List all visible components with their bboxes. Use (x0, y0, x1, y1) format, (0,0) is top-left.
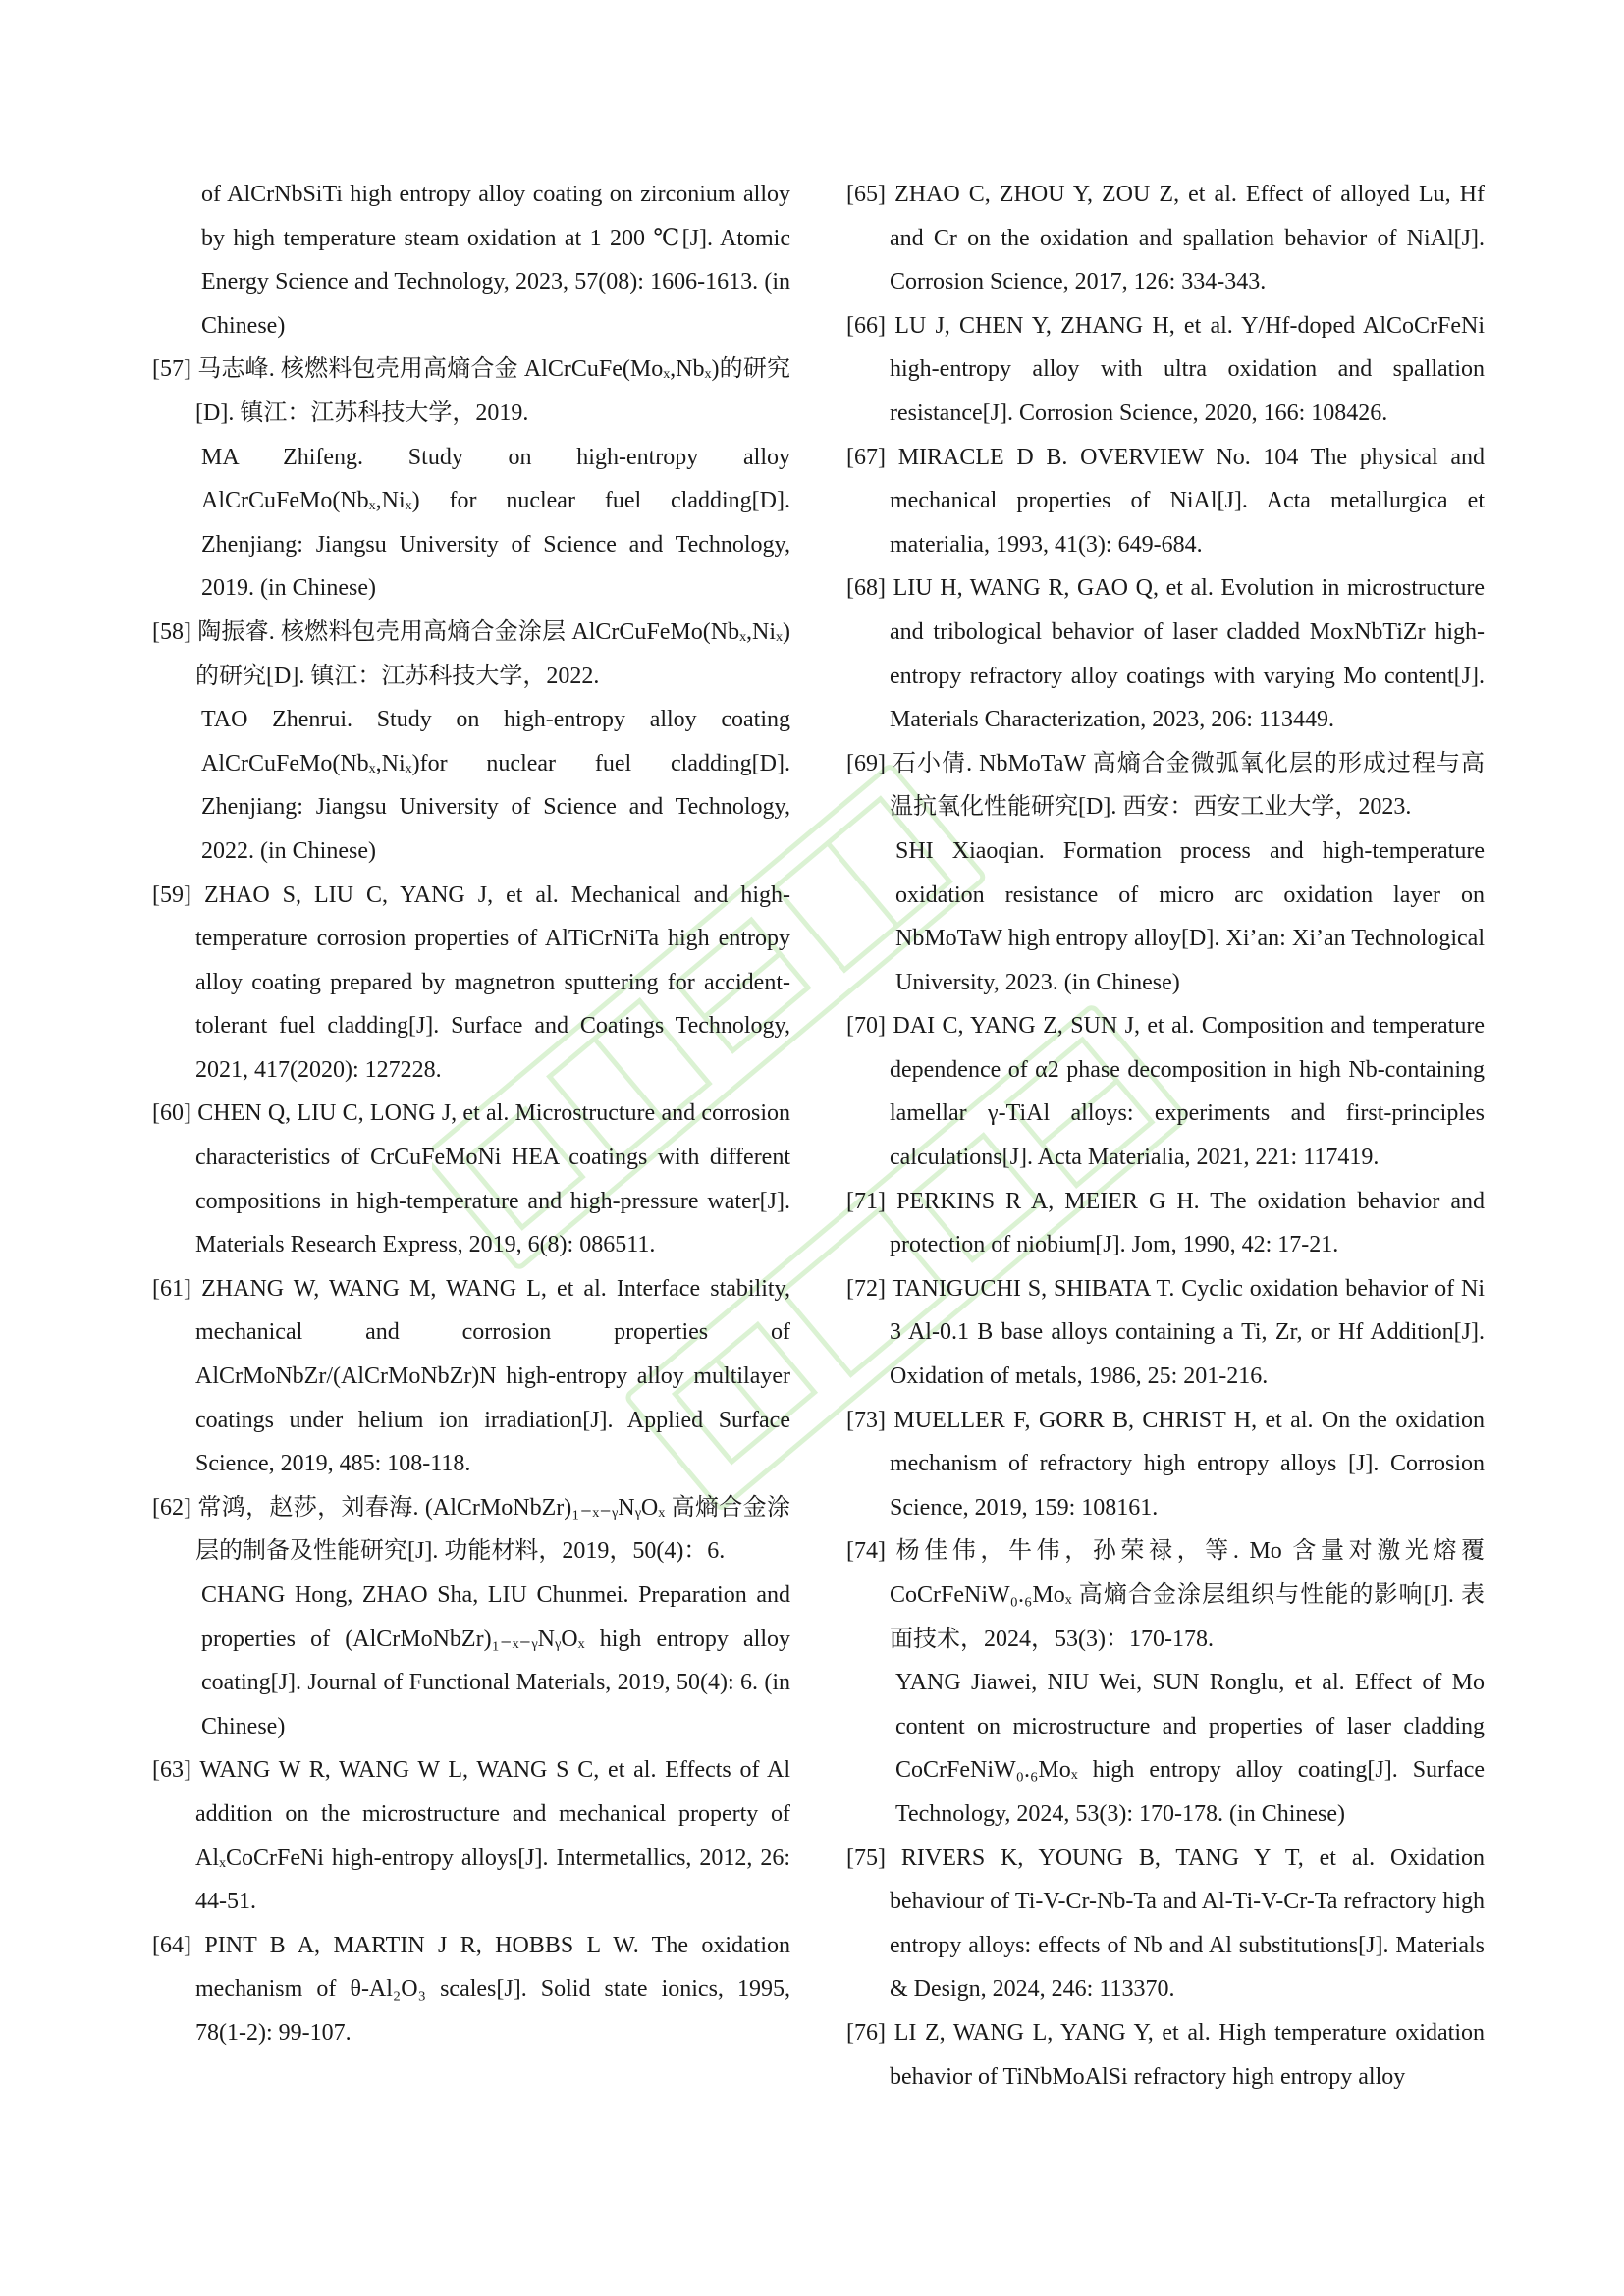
reference-text: TANIGUCHI S, SHIBATA T. Cyclic oxidation behavior of Ni 3 Al-0.1 B base alloys containing a Ti, Zr, or Hf Addition[J]. Oxidation of metals, 1986, 25: 201-216. (890, 1275, 1485, 1390)
reference-61 (152, 1267, 790, 1486)
reference-number: [66] (846, 312, 886, 339)
reference-text: 石小倩. NbMoTaW 高熵合金微弧氧化层的形成过程与高温抗氧化性能研究[D]. 西安：西安工业大学，2023. (890, 750, 1486, 821)
reference-translation: SHI Xiaoqian. Formation process and high-temperature oxidation resistance of micro arc oxidation layer on NbMoTaW high entropy alloy[D]. Xi’an: Xi’an Technological University, 2023. (in Chinese) (895, 837, 1485, 995)
reference-69 (846, 742, 1485, 1005)
reference-text: RIVERS K, YOUNG B, TANG Y T, et al. Oxidation behaviour of Ti-V-Cr-Nb-Ta and Al-Ti-V-Cr-Ta refractory high entropy alloys: effects of Nb and Al substitutions[J]. Materials & Design, 2024, 246: 113370. (890, 1844, 1486, 2002)
reference-text: PERKINS R A, MEIER G H. The oxidation behavior and protection of niobium[J]. Jom, 1990, 42: 17-21. (890, 1188, 1486, 1258)
reference-number: [63] (152, 1757, 191, 1784)
reference-translation: TAO Zhenrui. Study on high-entropy alloy coating AlCrCuFeMo(Nbₓ,Niₓ)for nuclear fuel cladding[D]. Zhenjiang: Jiangsu University of Science and Technology, 2022. (in Chinese) (201, 707, 790, 864)
reference-number: [68] (846, 575, 886, 602)
reference-number: [64] (152, 1932, 191, 1958)
reference-number: [69] (846, 750, 886, 776)
reference-75 (846, 1837, 1485, 2011)
right-column (846, 173, 1485, 2099)
reference-text: MIRACLE D B. OVERVIEW No. 104 The physical and mechanical properties of NiAl[J]. Acta metallurgica et materialia, 1993, 41(3): 649-684. (890, 444, 1486, 558)
reference-57 (152, 347, 790, 611)
reference-text: WANG W R, WANG W L, WANG S C, et al. Effects of Al addition on the microstructure and mechanical property of AlₓCoCrFeNi high-entropy alloys[J]. Intermetallics, 2012, 26: 44-51. (195, 1757, 790, 1915)
reference-71 (846, 1180, 1485, 1267)
reference-76 (846, 2011, 1485, 2099)
reference-number: [65] (846, 182, 886, 207)
reference-63 (152, 1748, 790, 1923)
reference-number: [62] (152, 1494, 191, 1521)
reference-number: [76] (846, 2019, 886, 2046)
reference-59 (152, 874, 790, 1093)
reference-number: [67] (846, 444, 886, 470)
reference-number: [71] (846, 1188, 886, 1214)
reference-number: [57] (152, 356, 191, 383)
reference-text: ZHAO S, LIU C, YANG J, et al. Mechanical and high-temperature corrosion properties of AlTiCrNiTa high entropy alloy coating prepared by magnetron sputtering for accident-tolerant fuel cladding[J]. Surface and Coatings Technology, 2021, 417(2020): 127228. (195, 881, 790, 1083)
reference-text: LIU H, WANG R, GAO Q, et al. Evolution in microstructure and tribological behavior of laser cladded MoxNbTiZr high-entropy refractory alloy coatings with varying Mo content[J]. Materials Characterization, 2023, 206: 113449. (890, 575, 1485, 733)
reference-text: DAI C, YANG Z, SUN J, et al. Composition and temperature dependence of α2 phase decomposition in high Nb-containing lamellar γ-TiAl alloys: experiments and first-principles calculations[J]. Acta Materialia, 2021, 221: 117419. (890, 1013, 1485, 1171)
reference-number: [73] (846, 1407, 886, 1433)
reference-58 (152, 611, 790, 874)
reference-60 (152, 1092, 790, 1266)
reference-translation: YANG Jiawei, NIU Wei, SUN Ronglu, et al. Effect of Mo content on microstructure and properties of laser cladding CoCrFeNiW₀.₆Moₓ high entropy alloy coating[J]. Surface Technology, 2024, 53(3): 170-178. (in Chinese) (895, 1670, 1485, 1827)
reference-text: LU J, CHEN Y, ZHANG H, et al. Y/Hf-doped AlCoCrFeNi high-entropy alloy with ultra oxidation and spallation resistance[J]. Corrosion Science, 2020, 166: 108426. (890, 312, 1486, 426)
reference-text: 陶振睿. 核燃料包壳用高熵合金涂层 AlCrCuFeMo(Nbₓ,Niₓ)的研究[D]. 镇江：江苏科技大学，2022. (195, 618, 791, 689)
reference-text: LI Z, WANG L, YANG Y, et al. High temperature oxidation behavior of TiNbMoAlSi refractory high entropy alloy (890, 2019, 1486, 2090)
reference-text: PINT B A, MARTIN J R, HOBBS L W. The oxidation mechanism of θ-Al₂O₃ scales[J]. Solid state ionics, 1995, 78(1-2): 99-107. (195, 1932, 791, 2046)
reference-text: 杨佳伟，牛伟，孙荣禄，等. Mo 含量对激光熔覆 CoCrFeNiW₀.₆Moₓ 高熵合金涂层组织与性能的影响[J]. 表面技术，2024，53(3)：170-178. (890, 1538, 1486, 1652)
reference-66 (846, 304, 1485, 436)
reference-number: [61] (152, 1275, 191, 1302)
reference-67 (846, 436, 1485, 567)
reference-number: [72] (846, 1275, 886, 1302)
reference-68 (846, 566, 1485, 741)
reference-number: [74] (846, 1538, 886, 1565)
reference-62 (152, 1486, 790, 1749)
reference-number: [75] (846, 1844, 886, 1871)
reference-translation: CHANG Hong, ZHAO Sha, LIU Chunmei. Preparation and properties of (AlCrMoNbZr)₁₋ₓ₋ᵧNᵧOₓ high entropy alloy coating[J]. Journal of Functional Materials, 2019, 50(4): 6. (in Chinese) (201, 1582, 790, 1739)
left-column (152, 173, 790, 2056)
reference-number: [58] (152, 618, 191, 645)
reference-text: ZHANG W, WANG M, WANG L, et al. Interface stability, mechanical and corrosion properties of AlCrMoNbZr/(AlCrMoNbZr)N high-entropy alloy multilayer coatings under helium ion irradiation[J]. Applied Surface Science, 2019, 485: 108-118. (195, 1275, 791, 1477)
reference-number: [60] (152, 1100, 191, 1127)
reference-70 (846, 1004, 1485, 1179)
reference-text: ZHAO C, ZHOU Y, ZOU Z, et al. Effect of alloyed Lu, Hf and Cr on the oxidation and spallation behavior of NiAl[J]. Corrosion Science, 2017, 126: 334-343. (890, 182, 1486, 295)
reference-text: MUELLER F, GORR B, CHRIST H, et al. On the oxidation mechanism of refractory high entropy alloys [J]. Corrosion Science, 2019, 159: 108161. (890, 1407, 1485, 1521)
reference-number: [59] (152, 881, 191, 908)
reference-73 (846, 1399, 1485, 1530)
reference-text: 马志峰. 核燃料包壳用高熵合金 AlCrCuFe(Moₓ,Nbₓ)的研究[D]. 镇江：江苏科技大学，2019. (195, 356, 790, 426)
reference-72 (846, 1267, 1485, 1399)
reference-continuation: of AlCrNbSiTi high entropy alloy coating on zirconium alloy by high temperature steam oxidation at 1 200 ℃[J]. Atomic Energy Science and Technology, 2023, 57(08): 1606-1613. (in Chinese) (201, 182, 790, 339)
reference-translation: MA Zhifeng. Study on high-entropy alloy AlCrCuFeMo(Nbₓ,Niₓ) for nuclear fuel cladding[D]. Zhenjiang: Jiangsu University of Science and Technology, 2019. (in Chinese) (201, 444, 790, 602)
reference-64 (152, 1924, 790, 2056)
reference-text: 常鸿，赵莎，刘春海. (AlCrMoNbZr)₁₋ₓ₋ᵧNᵧOₓ 高熵合金涂层的制备及性能研究[J]. 功能材料，2019，50(4)：6. (195, 1494, 790, 1565)
reference-text: CHEN Q, LIU C, LONG J, et al. Microstructure and corrosion characteristics of CrCuFeMoNi HEA coatings with different compositions in high-temperature and high-pressure water[J]. Materials Research Express, 2019, 6(8): 086511. (195, 1100, 791, 1258)
reference-number: [70] (846, 1013, 886, 1040)
reference-74 (846, 1529, 1485, 1836)
reference-65 (846, 173, 1485, 304)
